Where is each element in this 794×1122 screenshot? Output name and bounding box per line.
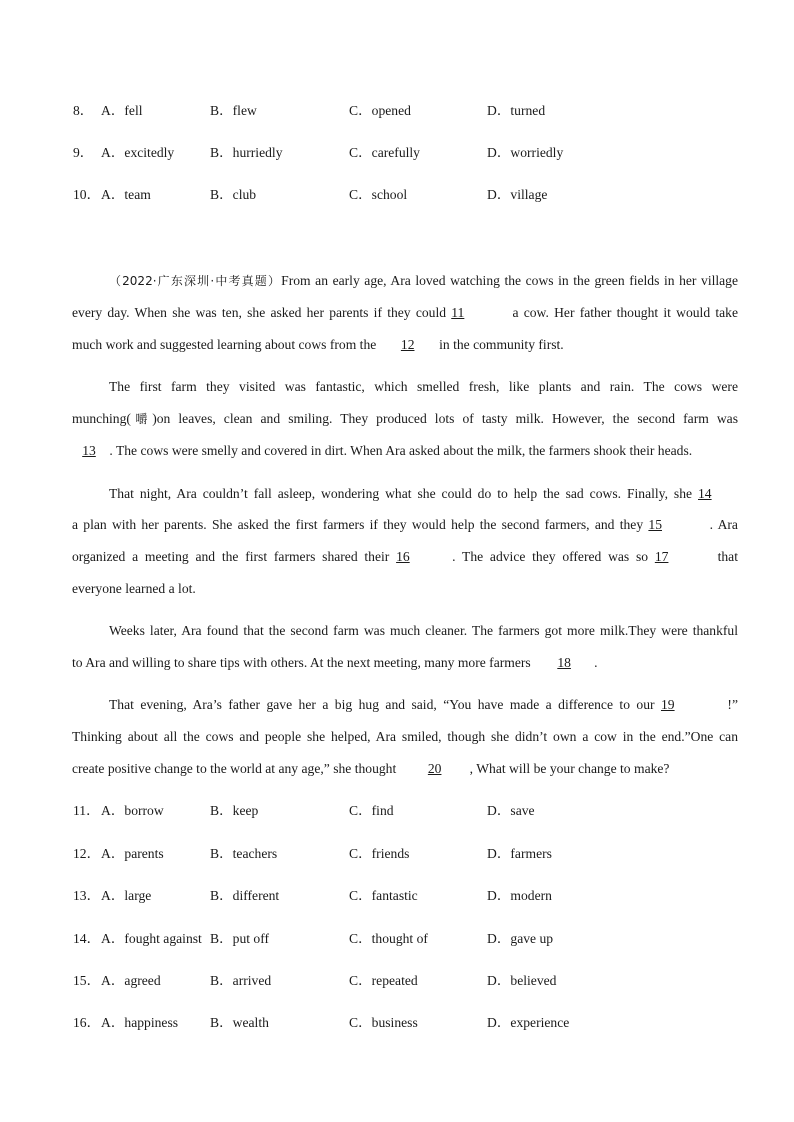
option-b[interactable]: B．hurriedly — [210, 145, 283, 160]
passage-line: That night, Ara couldn’t fall asleep, wondering what she could do to help the sad cows. Finally, she 14 — [72, 484, 738, 504]
passage-line: everyone learned a lot. — [72, 581, 196, 596]
question-number: 12． — [73, 846, 101, 861]
blank-11: 11 — [451, 305, 465, 320]
option-b[interactable]: B．club — [210, 187, 257, 202]
option-a[interactable]: A．team — [101, 187, 151, 202]
option-a[interactable]: A．happiness — [101, 1015, 179, 1030]
option-b[interactable]: B．keep — [210, 803, 259, 818]
option-d[interactable]: D．gave up — [487, 931, 554, 946]
option-d[interactable]: D．village — [487, 187, 548, 202]
blank-18: 18 — [557, 655, 571, 670]
option-a[interactable]: A．parents — [101, 846, 164, 861]
option-c[interactable]: C．school — [349, 187, 408, 202]
option-c[interactable]: C．opened — [349, 103, 411, 118]
blank-17: 17 — [654, 549, 669, 564]
blank-20: 20 — [427, 761, 442, 776]
option-b[interactable]: B．teachers — [210, 846, 278, 861]
option-a[interactable]: A．excitedly — [101, 145, 175, 160]
question-number: 14． — [73, 931, 101, 946]
question-number: 10． — [73, 187, 101, 202]
option-c[interactable]: C．business — [349, 1015, 418, 1030]
passage-line: to Ara and willing to share tips with others. At the next meeting, many more farmers 18 . — [72, 653, 738, 673]
option-d[interactable]: D．save — [487, 803, 535, 818]
blank-16: 16 — [396, 549, 410, 564]
option-d[interactable]: D．farmers — [487, 846, 552, 861]
question-number: 16． — [73, 1015, 101, 1030]
option-b[interactable]: B．different — [210, 888, 280, 903]
passage-line: munching(嚼)on leaves, clean and smiling. They produced lots of tasty milk. However, the second farm was — [72, 411, 738, 426]
option-c[interactable]: C．thought of — [349, 931, 428, 946]
option-a[interactable]: A．fought against — [101, 931, 202, 946]
option-d[interactable]: D．turned — [487, 103, 546, 118]
option-a[interactable]: A．large — [101, 888, 152, 903]
passage-line: 13 . The cows were smelly and covered in dirt. When Ara asked about the milk, the farmers shook their heads. — [72, 441, 738, 461]
passage-source: （2022·广东深圳·中考真题） — [109, 274, 282, 288]
option-d[interactable]: D．modern — [487, 888, 552, 903]
option-a[interactable]: A．agreed — [101, 973, 161, 988]
blank-12: 12 — [400, 337, 415, 352]
option-d[interactable]: D．believed — [487, 973, 557, 988]
question-number: 11． — [73, 803, 100, 818]
question-number: 8． — [73, 103, 94, 118]
option-d[interactable]: D．experience — [487, 1015, 570, 1030]
passage-line: organized a meeting and the first farmers shared their 16 . The advice they offered was so 17 that — [72, 547, 738, 567]
option-d[interactable]: D．worriedly — [487, 145, 564, 160]
passage-line: much work and suggested learning about cows from the 12 in the community first. — [72, 335, 738, 355]
question-number: 13． — [73, 888, 101, 903]
option-c[interactable]: C．find — [349, 803, 394, 818]
passage-line: Weeks later, Ara found that the second farm was much cleaner. The farmers got more milk.They were thankful — [109, 623, 738, 638]
passage-line: every day. When she was ten, she asked her parents if they could 11 a cow. Her father thought it would take — [72, 303, 738, 323]
passage-line: （2022·广东深圳·中考真题）From an early age, Ara loved watching the cows in the green fields in her village — [109, 273, 739, 288]
passage-line: Thinking about all the cows and people she helped, Ara smiled, though she didn’t own a cow in the end.”One can — [72, 729, 738, 744]
question-number: 9． — [73, 145, 94, 160]
blank-13: 13 — [82, 443, 96, 458]
option-c[interactable]: C．friends — [349, 846, 410, 861]
option-c[interactable]: C．repeated — [349, 973, 418, 988]
option-b[interactable]: B．arrived — [210, 973, 272, 988]
passage-line: create positive change to the world at any age,” she thought 20 , What will be your change to make? — [72, 759, 738, 779]
blank-14: 14 — [698, 486, 712, 501]
option-b[interactable]: B．wealth — [210, 1015, 269, 1030]
option-c[interactable]: C．carefully — [349, 145, 420, 160]
option-b[interactable]: B．flew — [210, 103, 257, 118]
blank-19: 19 — [660, 697, 675, 712]
passage-line: a plan with her parents. She asked the first farmers if they would help the second farmers, and they 15 . Ara — [72, 515, 738, 535]
blank-15: 15 — [648, 517, 662, 532]
passage-line: The first farm they visited was fantastic, which smelled fresh, like plants and rain. The cows were — [109, 379, 738, 394]
option-a[interactable]: A．borrow — [101, 803, 164, 818]
question-number: 15． — [73, 973, 101, 988]
option-a[interactable]: A．fell — [101, 103, 143, 118]
passage-line: That evening, Ara’s father gave her a big hug and said, “You have made a difference to our 19 !” — [72, 695, 738, 715]
option-c[interactable]: C．fantastic — [349, 888, 418, 903]
option-b[interactable]: B．put off — [210, 931, 270, 946]
